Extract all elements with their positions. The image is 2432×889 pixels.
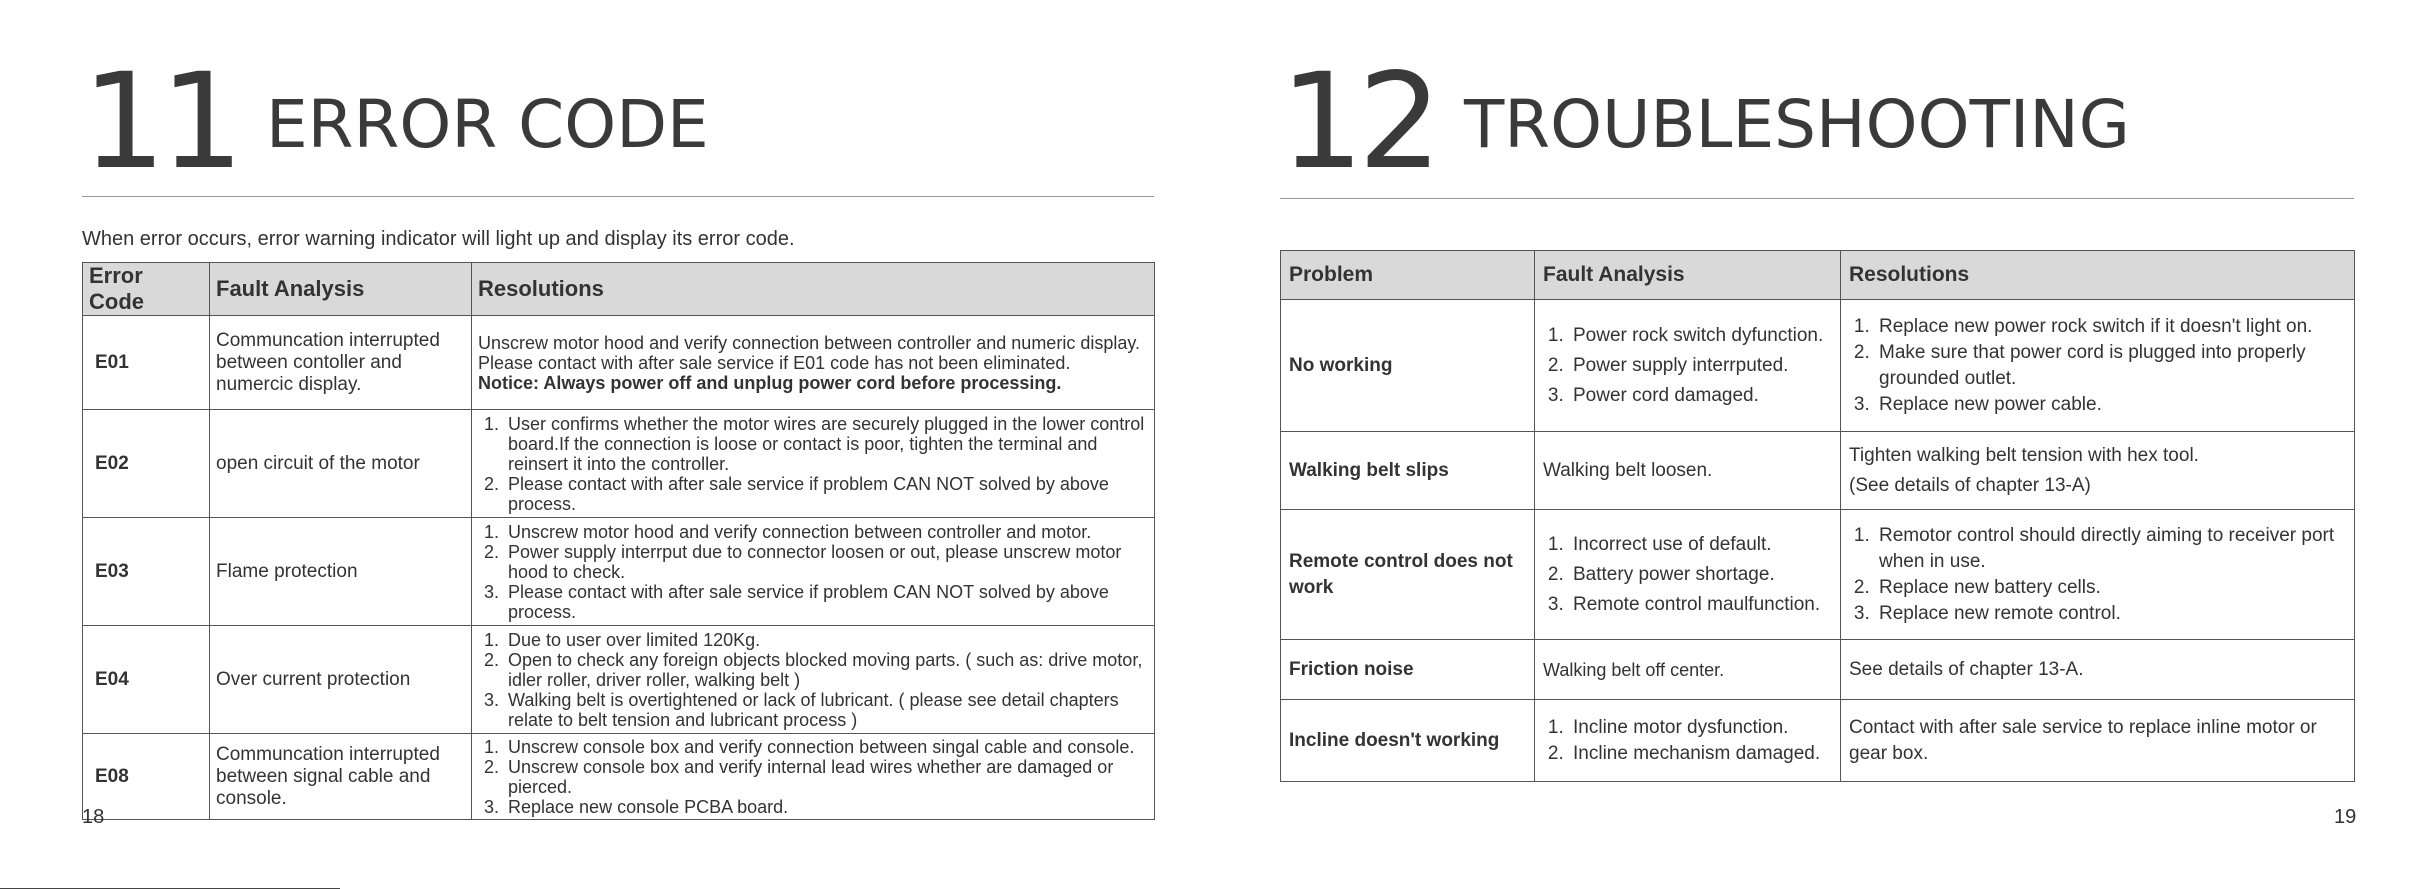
fault-cell bbox=[1535, 510, 1841, 640]
list-item: 3. Replace new console PCBA board. bbox=[504, 797, 1148, 817]
fault-list bbox=[1543, 715, 1832, 767]
resolution-cell bbox=[1841, 300, 2355, 432]
resolution-cell bbox=[472, 626, 1155, 734]
resolution-list bbox=[478, 630, 1148, 730]
notice-text: Notice: Always power off and unplug power cord before processing. bbox=[478, 372, 1062, 393]
resolution-cell bbox=[1841, 510, 2355, 640]
resolution-list bbox=[478, 737, 1148, 817]
problem-cell: No working bbox=[1281, 300, 1535, 432]
chapter-title: TROUBLESHOOTING bbox=[1463, 86, 2130, 163]
header-resolutions: Resolutions bbox=[1841, 251, 2355, 300]
fault-cell: Communcation interrupted between contoller and numercic display. bbox=[210, 316, 472, 410]
problem-cell: Remote control does not work bbox=[1281, 510, 1535, 640]
list-item: 2. Power supply interrput due to connector loosen or out, please unscrew motor hood to check. bbox=[504, 542, 1148, 582]
list-item: 3. Power cord damaged. bbox=[1569, 381, 1832, 411]
chapter-number: 11 bbox=[82, 45, 238, 199]
table-row bbox=[1281, 300, 2355, 432]
resolution-line: (See details of chapter 13-A) bbox=[1849, 474, 2091, 496]
resolution-cell: Contact with after sale service to replace inline motor or gear box. bbox=[1841, 700, 2355, 782]
table-row bbox=[83, 316, 1155, 410]
table-row bbox=[83, 410, 1155, 518]
header-resolutions: Resolutions bbox=[472, 263, 1155, 316]
list-item: 1. User confirms whether the motor wires are securely plugged in the lower control board.If the connection is loose or contact is poor, tighten the terminal and reinsert it into the controller. bbox=[504, 414, 1148, 474]
resolution-list bbox=[478, 522, 1148, 622]
list-item: 2. Battery power shortage. bbox=[1569, 560, 1832, 590]
fault-cell bbox=[1535, 300, 1841, 432]
table-row bbox=[83, 626, 1155, 734]
list-item: 1. Incline motor dysfunction. bbox=[1569, 715, 1832, 741]
error-code-cell: E01 bbox=[83, 316, 210, 410]
list-item: 2. Power supply interrputed. bbox=[1569, 351, 1832, 381]
page-number: 19 bbox=[2334, 806, 2357, 828]
resolution-list bbox=[1849, 314, 2346, 418]
troubleshooting-table bbox=[1280, 250, 2355, 782]
header-fault-analysis: Fault Analysis bbox=[210, 263, 472, 316]
list-item: 2. Unscrew console box and verify internal lead wires whether are damaged or pierced. bbox=[504, 757, 1148, 797]
heading-divider bbox=[82, 196, 1154, 197]
problem-cell: Incline doesn't working bbox=[1281, 700, 1535, 782]
table-row bbox=[83, 734, 1155, 820]
page-number: 18 bbox=[82, 806, 105, 828]
table-row bbox=[1281, 432, 2355, 510]
error-code-cell: E03 bbox=[83, 518, 210, 626]
intro-text: When error occurs, error warning indicator will light up and display its error code. bbox=[82, 228, 795, 250]
resolution-list bbox=[1849, 523, 2346, 627]
resolution-cell bbox=[472, 734, 1155, 820]
list-item: 2. Make sure that power cord is plugged into properly grounded outlet. bbox=[1875, 340, 2346, 392]
list-item: 3. Replace new remote control. bbox=[1875, 601, 2346, 627]
list-item: 1. Replace new power rock switch if it doesn't light on. bbox=[1875, 314, 2346, 340]
fault-cell: Communcation interrupted between signal cable and console. bbox=[210, 734, 472, 820]
list-item: 2. Incline mechanism damaged. bbox=[1569, 741, 1832, 767]
chapter-heading-error-code bbox=[82, 45, 709, 199]
table-row bbox=[1281, 700, 2355, 782]
list-item: 1. Remotor control should directly aiming to receiver port when in use. bbox=[1875, 523, 2346, 575]
fault-list bbox=[1543, 530, 1832, 620]
header-fault-analysis: Fault Analysis bbox=[1535, 251, 1841, 300]
list-item: 2. Replace new battery cells. bbox=[1875, 575, 2346, 601]
chapter-title: ERROR CODE bbox=[265, 86, 709, 163]
list-item: 2. Please contact with after sale service if problem CAN NOT solved by above process. bbox=[504, 474, 1148, 514]
list-item: 3. Walking belt is overtightened or lack of lubricant. ( please see detail chapters relate to belt tension and lubricant process ) bbox=[504, 690, 1148, 730]
list-item: 1. Incorrect use of default. bbox=[1569, 530, 1832, 560]
error-code-cell: E04 bbox=[83, 626, 210, 734]
resolution-cell: See details of chapter 13-A. bbox=[1841, 640, 2355, 700]
list-item: 3. Replace new power cable. bbox=[1875, 392, 2346, 418]
list-item: 3. Remote control maulfunction. bbox=[1569, 590, 1832, 620]
error-code-cell: E02 bbox=[83, 410, 210, 518]
table-row bbox=[83, 518, 1155, 626]
resolution-cell bbox=[1841, 432, 2355, 510]
list-item: 1. Unscrew console box and verify connection between singal cable and console. bbox=[504, 737, 1148, 757]
problem-cell: Friction noise bbox=[1281, 640, 1535, 700]
fault-cell: Walking belt loosen. bbox=[1535, 432, 1841, 510]
list-item: 3. Please contact with after sale service if problem CAN NOT solved by above process. bbox=[504, 582, 1148, 622]
error-code-table bbox=[82, 262, 1155, 820]
list-item: 1. Due to user over limited 120Kg. bbox=[504, 630, 1148, 650]
resolution-line: Please contact with after sale service if E01 code has not been eliminated. bbox=[478, 352, 1071, 373]
problem-cell: Walking belt slips bbox=[1281, 432, 1535, 510]
chapter-heading-troubleshooting bbox=[1280, 45, 2130, 199]
header-problem: Problem bbox=[1281, 251, 1535, 300]
table-header-row bbox=[83, 263, 1155, 316]
table-row bbox=[1281, 640, 2355, 700]
fault-cell: open circuit of the motor bbox=[210, 410, 472, 518]
fault-cell: Walking belt off center. bbox=[1535, 640, 1841, 700]
list-item: 1. Unscrew motor hood and verify connection between controller and motor. bbox=[504, 522, 1148, 542]
list-item: 2. Open to check any foreign objects blocked moving parts. ( such as: drive motor, idler roller, driver roller, walking belt ) bbox=[504, 650, 1148, 690]
fault-list bbox=[1543, 321, 1832, 411]
resolution-cell bbox=[472, 410, 1155, 518]
fault-cell bbox=[1535, 700, 1841, 782]
resolution-cell bbox=[472, 518, 1155, 626]
header-error-code: Error Code bbox=[83, 263, 210, 316]
fault-cell: Over current protection bbox=[210, 626, 472, 734]
chapter-number: 12 bbox=[1280, 45, 1436, 199]
resolution-list bbox=[478, 414, 1148, 514]
fault-cell: Flame protection bbox=[210, 518, 472, 626]
table-header-row bbox=[1281, 251, 2355, 300]
error-code-cell: E08 bbox=[83, 734, 210, 820]
heading-divider bbox=[1280, 198, 2354, 199]
table-row bbox=[1281, 510, 2355, 640]
resolution-line: Unscrew motor hood and verify connection between controller and numeric display. bbox=[478, 332, 1141, 353]
resolution-line: Tighten walking belt tension with hex tool. bbox=[1849, 444, 2199, 466]
list-item: 1. Power rock switch dyfunction. bbox=[1569, 321, 1832, 351]
resolution-cell bbox=[472, 316, 1155, 410]
